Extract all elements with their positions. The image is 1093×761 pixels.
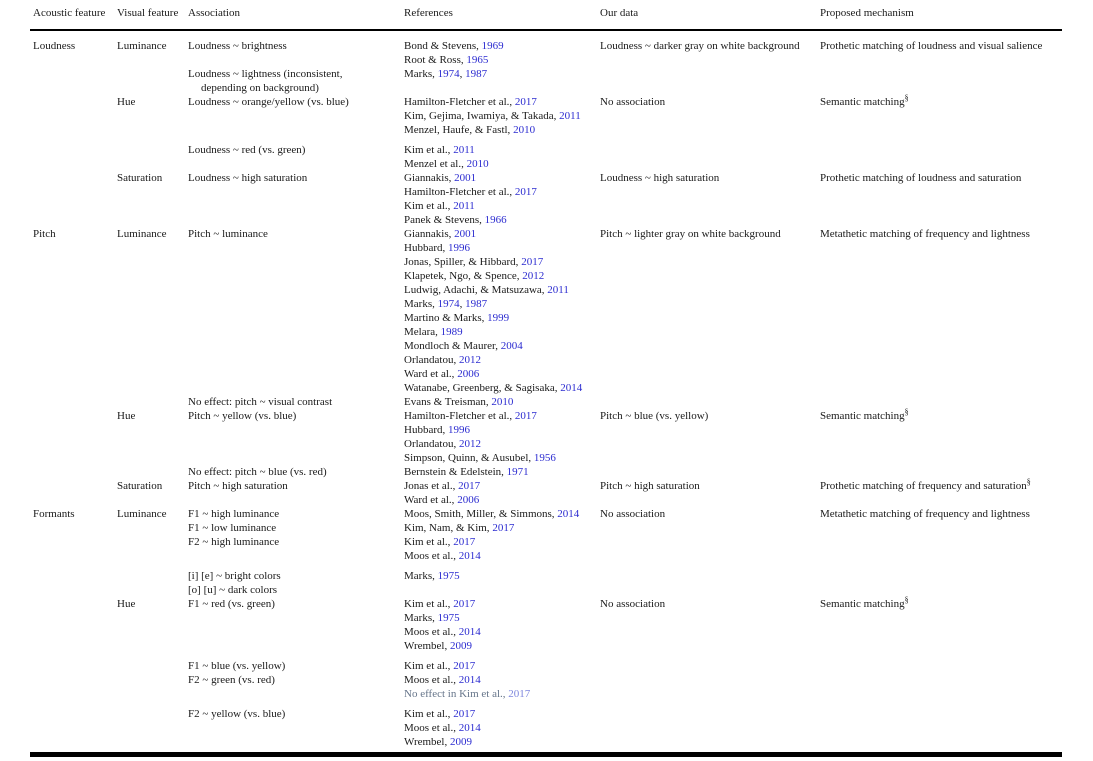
table-row xyxy=(0,297,1093,311)
table-row xyxy=(0,339,1093,353)
cell-our-data: Pitch ~ blue (vs. yellow) xyxy=(600,410,709,422)
cell-mechanism: Metathetic matching of frequency and lightness xyxy=(820,508,1030,520)
cell-association: Loudness ~ lightness (inconsistent, xyxy=(188,68,343,80)
header-references: References xyxy=(404,7,453,19)
table-row xyxy=(0,171,1093,185)
citation-year-link[interactable]: 2011 xyxy=(453,200,475,212)
cell-references: No effect in Kim et al., 2017 xyxy=(404,688,531,700)
table-row xyxy=(0,451,1093,465)
cell-our-data: Pitch ~ high saturation xyxy=(600,480,700,492)
citation-year-link[interactable]: 1969 xyxy=(481,40,504,52)
table-row xyxy=(0,185,1093,199)
table-row xyxy=(0,639,1093,653)
citation-year-link[interactable]: 2012 xyxy=(522,270,545,282)
cell-references: Martino & Marks, 1999 xyxy=(404,312,510,324)
cell-references: Kim et al., 2011 xyxy=(404,200,475,212)
citation-year-link[interactable]: 1975 xyxy=(437,570,460,582)
table-row xyxy=(0,409,1093,423)
table-row xyxy=(0,493,1093,507)
cell-acoustic: Loudness xyxy=(33,40,76,52)
header-our-data: Our data xyxy=(600,7,639,19)
cell-acoustic: Formants xyxy=(33,508,75,520)
citation-year-link[interactable]: 2017 xyxy=(453,536,476,548)
cell-visual: Saturation xyxy=(117,172,163,184)
cell-references: Giannakis, 2001 xyxy=(404,228,477,240)
citation-year-link[interactable]: 2006 xyxy=(457,494,480,506)
cell-association: [i] [e] ~ bright colors xyxy=(188,570,281,582)
cell-references: Panek & Stevens, 1966 xyxy=(404,214,507,226)
cell-references: Bond & Stevens, 1969 xyxy=(404,40,504,52)
cell-acoustic: Pitch xyxy=(33,228,56,240)
cell-references: Moos et al., 2014 xyxy=(404,550,481,562)
table-bottom-rule xyxy=(30,752,1062,757)
cell-visual: Luminance xyxy=(117,228,167,240)
table-row xyxy=(0,95,1093,109)
citation-year-link[interactable]: 1974 xyxy=(437,68,460,80)
table-row xyxy=(0,625,1093,639)
table-row xyxy=(0,395,1093,409)
table-row xyxy=(0,157,1093,171)
cell-association: F1 ~ low luminance xyxy=(188,522,277,534)
table-row xyxy=(0,241,1093,255)
cell-references: Marks, 1975 xyxy=(404,570,460,582)
citation-year-link[interactable]: 2017 xyxy=(458,480,481,492)
citation-year-link[interactable]: 2010 xyxy=(491,396,514,408)
citation-year-link[interactable]: 1987 xyxy=(465,68,488,80)
footnote-marker: § xyxy=(1026,477,1031,487)
table-row xyxy=(0,659,1093,673)
table-row xyxy=(0,283,1093,297)
cell-association: No effect: pitch ~ visual contrast xyxy=(188,396,333,408)
cell-references: Marks, 1975 xyxy=(404,612,460,624)
cell-references: Menzel, Haufe, & Fastl, 2010 xyxy=(404,124,536,136)
table-row xyxy=(0,437,1093,451)
citation-year-link[interactable]: 2017 xyxy=(514,186,537,198)
table-row xyxy=(0,53,1093,67)
citation-year-link[interactable]: 1956 xyxy=(533,452,556,464)
header-proposed-mechanism: Proposed mechanism xyxy=(820,7,914,19)
table-row xyxy=(0,735,1093,749)
table-row xyxy=(0,143,1093,157)
cell-association: depending on background) xyxy=(201,82,319,94)
cell-references: Hamilton-Fletcher et al., 2017 xyxy=(404,96,537,108)
citation-year-link[interactable]: 2011 xyxy=(547,284,569,296)
table-row xyxy=(0,611,1093,625)
cell-references: Moos, Smith, Miller, & Simmons, 2014 xyxy=(404,508,580,520)
citation-year-link[interactable]: 2010 xyxy=(466,158,489,170)
cell-association: F1 ~ high luminance xyxy=(188,508,280,520)
header-acoustic-feature: Acoustic feature xyxy=(33,7,106,19)
cell-references: Kim et al., 2017 xyxy=(404,708,476,720)
cell-association: Pitch ~ luminance xyxy=(188,228,268,240)
footnote-marker: § xyxy=(904,407,909,417)
table-row xyxy=(0,269,1093,283)
citation-year-link[interactable]: 2014 xyxy=(458,550,481,562)
cell-our-data: No association xyxy=(600,508,666,520)
cell-association: [o] [u] ~ dark colors xyxy=(188,584,278,596)
table-row xyxy=(0,367,1093,381)
table-row xyxy=(0,109,1093,123)
cell-our-data: Pitch ~ lighter gray on white background xyxy=(600,228,781,240)
cell-association: F2 ~ green (vs. red) xyxy=(188,674,275,686)
citation-year-link[interactable]: 2017 xyxy=(514,96,537,108)
citation-year-link[interactable]: 1971 xyxy=(506,466,529,478)
table-row xyxy=(0,381,1093,395)
citation-year-link[interactable]: 2009 xyxy=(449,736,472,748)
citation-year-link[interactable]: 2012 xyxy=(458,438,481,450)
table-row xyxy=(0,535,1093,549)
citation-year-link[interactable]: 1965 xyxy=(466,54,489,66)
table-row xyxy=(0,465,1093,479)
cell-references: Hamilton-Fletcher et al., 2017 xyxy=(404,410,537,422)
table-row xyxy=(0,311,1093,325)
citation-year-link[interactable]: 2001 xyxy=(454,228,477,240)
table-row xyxy=(0,81,1093,95)
cell-references: Kim et al., 2011 xyxy=(404,144,475,156)
associations-table xyxy=(0,6,1093,757)
citation-year-link[interactable]: 2014 xyxy=(458,674,481,686)
cell-references: Marks, 1974, 1987 xyxy=(404,68,488,80)
cell-mechanism: Prothetic matching of loudness and visual salience xyxy=(820,40,1043,52)
cell-references: Kim, Gejima, Iwamiya, & Takada, 2011 xyxy=(404,110,581,122)
cell-references: Ward et al., 2006 xyxy=(404,368,480,380)
footnote-marker: § xyxy=(904,93,909,103)
citation-year-link[interactable]: 2017 xyxy=(514,410,537,422)
cell-visual: Hue xyxy=(117,410,136,422)
cell-references: Jonas et al., 2017 xyxy=(404,480,481,492)
header-visual-feature: Visual feature xyxy=(117,7,179,19)
cell-association: F2 ~ yellow (vs. blue) xyxy=(188,708,286,720)
cell-association: F1 ~ red (vs. green) xyxy=(188,598,275,610)
table-row xyxy=(0,213,1093,227)
cell-our-data: No association xyxy=(600,598,666,610)
cell-references: Moos et al., 2014 xyxy=(404,626,481,638)
header-rule xyxy=(30,29,1062,31)
table-row xyxy=(0,687,1093,701)
cell-references: Klapetek, Ngo, & Spence, 2012 xyxy=(404,270,545,282)
cell-association: Loudness ~ orange/yellow (vs. blue) xyxy=(188,96,349,108)
table-row xyxy=(0,325,1093,339)
cell-references: Hamilton-Fletcher et al., 2017 xyxy=(404,186,537,198)
citation-year-link[interactable]: 2017 xyxy=(453,660,476,672)
cell-visual: Hue xyxy=(117,96,136,108)
cell-mechanism: Semantic matching§ xyxy=(820,407,909,422)
citation-year-link[interactable]: 2017 xyxy=(453,598,476,610)
citation-year-link[interactable]: 1974 xyxy=(437,298,460,310)
table-row xyxy=(0,569,1093,583)
citation-year-link[interactable]: 2014 xyxy=(458,626,481,638)
citation-year-link[interactable]: 2017 xyxy=(492,522,515,534)
table-header-row xyxy=(0,6,1093,20)
citation-year-link[interactable]: 1996 xyxy=(448,242,470,254)
citation-year-link[interactable]: 2014 xyxy=(557,508,580,520)
cell-association: Loudness ~ brightness xyxy=(188,40,287,52)
cell-visual: Hue xyxy=(117,598,136,610)
cell-references: Menzel et al., 2010 xyxy=(404,158,489,170)
cell-references: Wrembel, 2009 xyxy=(404,640,472,652)
citation-year-link[interactable]: 2009 xyxy=(449,640,472,652)
table-row xyxy=(0,67,1093,81)
citation-year-link[interactable]: 2012 xyxy=(458,354,481,366)
cell-association: Loudness ~ high saturation xyxy=(188,172,308,184)
cell-our-data: Loudness ~ high saturation xyxy=(600,172,720,184)
cell-references: Simpson, Quinn, & Ausubel, 1956 xyxy=(404,452,556,464)
cell-references: Melara, 1989 xyxy=(404,326,463,338)
cell-mechanism: Semantic matching§ xyxy=(820,595,909,610)
cell-mechanism: Prothetic matching of frequency and saturation§ xyxy=(820,477,1031,492)
cell-association: F1 ~ blue (vs. yellow) xyxy=(188,660,286,672)
cell-visual: Luminance xyxy=(117,40,167,52)
table-row xyxy=(0,39,1093,53)
citation-year-link[interactable]: 2017 xyxy=(521,256,544,268)
cell-references: Kim, Nam, & Kim, 2017 xyxy=(404,522,515,534)
citation-year-link[interactable]: 2017 xyxy=(453,708,476,720)
citation-year-link[interactable]: 2006 xyxy=(457,368,480,380)
table-row xyxy=(0,597,1093,611)
cell-mechanism: Semantic matching§ xyxy=(820,93,909,108)
cell-references: Giannakis, 2001 xyxy=(404,172,477,184)
citation-year-link[interactable]: 2017 xyxy=(508,688,531,700)
cell-visual: Saturation xyxy=(117,480,163,492)
table-row xyxy=(0,479,1093,493)
header-association: Association xyxy=(188,7,240,19)
cell-references: Mondloch & Maurer, 2004 xyxy=(404,340,523,352)
cell-references: Kim et al., 2017 xyxy=(404,598,476,610)
table-row xyxy=(0,423,1093,437)
citation-year-link[interactable]: 1975 xyxy=(437,612,460,624)
citation-year-link[interactable]: 1966 xyxy=(484,214,507,226)
citation-year-link[interactable]: 1989 xyxy=(440,326,463,338)
cell-references: Bernstein & Edelstein, 1971 xyxy=(404,466,529,478)
citation-year-link[interactable]: 1999 xyxy=(487,312,510,324)
cell-visual: Luminance xyxy=(117,508,167,520)
table-row xyxy=(0,227,1093,241)
citation-year-link[interactable]: 1987 xyxy=(465,298,488,310)
citation-year-link[interactable]: 2011 xyxy=(559,110,581,122)
cell-references: Moos et al., 2014 xyxy=(404,722,481,734)
table-row xyxy=(0,673,1093,687)
cell-association: Pitch ~ high saturation xyxy=(188,480,288,492)
citation-year-link[interactable]: 2014 xyxy=(458,722,481,734)
footnote-marker: § xyxy=(904,595,909,605)
cell-association: Pitch ~ yellow (vs. blue) xyxy=(188,410,297,422)
cell-references: Hubbard, 1996 xyxy=(404,424,470,436)
citation-year-link[interactable]: 1996 xyxy=(448,424,470,436)
table-row xyxy=(0,255,1093,269)
cell-references: Kim et al., 2017 xyxy=(404,536,476,548)
citation-year-link[interactable]: 2001 xyxy=(454,172,477,184)
table-row xyxy=(0,353,1093,367)
cell-references: Ward et al., 2006 xyxy=(404,494,480,506)
cell-references: Orlandatou, 2012 xyxy=(404,354,481,366)
cell-references: Orlandatou, 2012 xyxy=(404,438,481,450)
citation-year-link[interactable]: 2011 xyxy=(453,144,475,156)
cell-association: Loudness ~ red (vs. green) xyxy=(188,144,306,156)
table-row xyxy=(0,707,1093,721)
cell-references: Jonas, Spiller, & Hibbard, 2017 xyxy=(404,256,544,268)
cell-references: Hubbard, 1996 xyxy=(404,242,470,254)
citation-year-link[interactable]: 2010 xyxy=(513,124,536,136)
table-row xyxy=(0,583,1093,597)
cell-references: Watanabe, Greenberg, & Sagisaka, 2014 xyxy=(404,382,583,394)
cell-mechanism: Metathetic matching of frequency and lightness xyxy=(820,228,1030,240)
citation-year-link[interactable]: 2014 xyxy=(560,382,583,394)
cell-association: F2 ~ high luminance xyxy=(188,536,280,548)
table-row xyxy=(0,199,1093,213)
cell-association: No effect: pitch ~ blue (vs. red) xyxy=(188,466,327,478)
cell-references: Kim et al., 2017 xyxy=(404,660,476,672)
cell-our-data: No association xyxy=(600,96,666,108)
table-row xyxy=(0,123,1093,137)
cell-references: Wrembel, 2009 xyxy=(404,736,472,748)
cell-references: Root & Ross, 1965 xyxy=(404,54,489,66)
table-row xyxy=(0,521,1093,535)
cell-mechanism: Prothetic matching of loudness and saturation xyxy=(820,172,1022,184)
cell-references: Moos et al., 2014 xyxy=(404,674,481,686)
cell-references: Marks, 1974, 1987 xyxy=(404,298,488,310)
cell-our-data: Loudness ~ darker gray on white background xyxy=(600,40,800,52)
cell-references: Ludwig, Adachi, & Matsuzawa, 2011 xyxy=(404,284,569,296)
table-row xyxy=(0,549,1093,563)
table-body xyxy=(0,39,1093,749)
cell-references: Evans & Treisman, 2010 xyxy=(404,396,514,408)
table-row xyxy=(0,507,1093,521)
citation-year-link[interactable]: 2004 xyxy=(500,340,523,352)
table-row xyxy=(0,721,1093,735)
